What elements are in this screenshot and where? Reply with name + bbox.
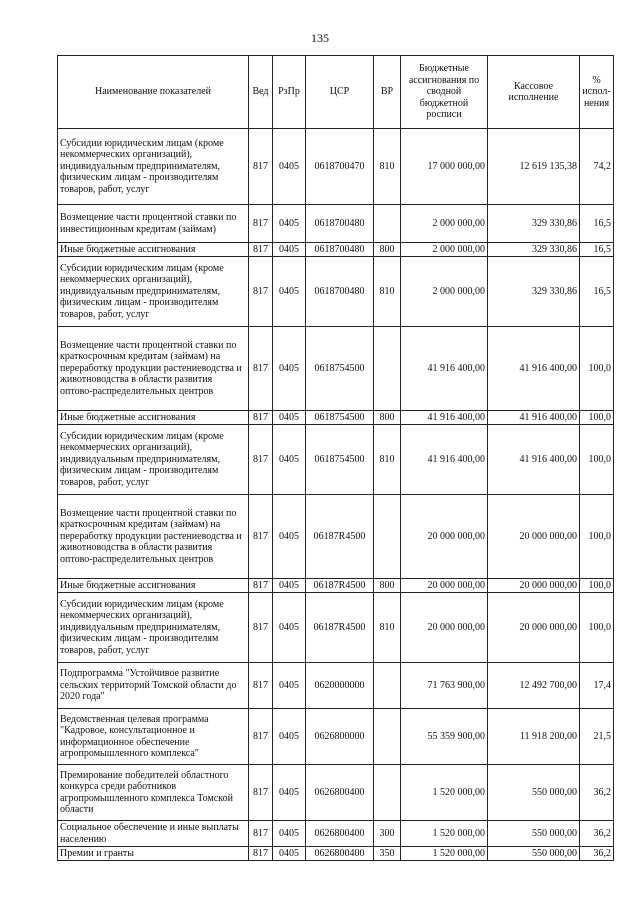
- table-row: [58, 847, 614, 861]
- cell-budget: 20 000 000,00: [401, 495, 488, 579]
- cell-budget: 2 000 000,00: [401, 243, 488, 257]
- cell-cash: 41 916 400,00: [488, 425, 580, 495]
- cell-ved: 817: [249, 579, 273, 593]
- cell-vr: 810: [374, 593, 401, 663]
- cell-csr: 0620000000: [306, 663, 374, 709]
- cell-pct: 36,2: [580, 821, 614, 847]
- cell-budget: 17 000 000,00: [401, 129, 488, 205]
- cell-pct: 16,5: [580, 243, 614, 257]
- table-row: [58, 821, 614, 847]
- cell-vr: 800: [374, 243, 401, 257]
- page-number: 135: [311, 31, 329, 45]
- cell-cash: 550 000,00: [488, 847, 580, 861]
- table-row: [58, 709, 614, 765]
- table-row: [58, 411, 614, 425]
- cell-ved: 817: [249, 257, 273, 327]
- cell-budget: 71 763 900,00: [401, 663, 488, 709]
- cell-rzpr: 0405: [273, 205, 306, 243]
- cell-name: Субсидии юридическим лицам (кроме некоммерческих организаций), индивидуальным предпринимателям, физическим лицам - производителям товаров, работ, услуг: [58, 593, 249, 663]
- cell-vr: 300: [374, 821, 401, 847]
- cell-cash: 550 000,00: [488, 765, 580, 821]
- cell-vr: 350: [374, 847, 401, 861]
- cell-rzpr: 0405: [273, 425, 306, 495]
- cell-pct: 16,5: [580, 205, 614, 243]
- cell-cash: 12 492 700,00: [488, 663, 580, 709]
- cell-vr: 810: [374, 257, 401, 327]
- cell-rzpr: 0405: [273, 847, 306, 861]
- cell-rzpr: 0405: [273, 709, 306, 765]
- cell-name: Субсидии юридическим лицам (кроме некоммерческих организаций), индивидуальным предпринимателям, физическим лицам - производителям товаров, работ, услуг: [58, 425, 249, 495]
- cell-rzpr: 0405: [273, 663, 306, 709]
- cell-name: Премии и гранты: [58, 847, 249, 861]
- table-row: [58, 765, 614, 821]
- cell-budget: 1 520 000,00: [401, 821, 488, 847]
- table-header: [58, 56, 614, 129]
- cell-budget: 55 359 900,00: [401, 709, 488, 765]
- cell-cash: 20 000 000,00: [488, 579, 580, 593]
- cell-cash: 12 619 135,38: [488, 129, 580, 205]
- cell-csr: 0618754500: [306, 411, 374, 425]
- cell-ved: 817: [249, 425, 273, 495]
- cell-ved: 817: [249, 709, 273, 765]
- cell-name: Возмещение части процентной ставки по краткосрочным кредитам (займам) на переработку продукции растениеводства и животноводства в области развития оптово-распределительных центров: [58, 495, 249, 579]
- header-budget: Бюджетные ассигнования по сводной бюджетной росписи: [401, 56, 488, 129]
- cell-pct: 21,5: [580, 709, 614, 765]
- cell-name: Субсидии юридическим лицам (кроме некоммерческих организаций), индивидуальным предпринимателям, физическим лицам - производителям товаров, работ, услуг: [58, 129, 249, 205]
- cell-csr: 06187R4500: [306, 495, 374, 579]
- cell-vr: 810: [374, 425, 401, 495]
- cell-pct: 100,0: [580, 411, 614, 425]
- table-row: [58, 243, 614, 257]
- cell-csr: 0626800400: [306, 821, 374, 847]
- header-pct: % исполнения: [580, 56, 614, 129]
- cell-rzpr: 0405: [273, 129, 306, 205]
- cell-csr: 0618700480: [306, 257, 374, 327]
- cell-name: Премирование победителей областного конкурса среди работников агропромышленного комплекса Томской области: [58, 765, 249, 821]
- cell-vr: [374, 709, 401, 765]
- cell-pct: 100,0: [580, 579, 614, 593]
- table-row: [58, 579, 614, 593]
- cell-pct: 36,2: [580, 765, 614, 821]
- cell-ved: 817: [249, 821, 273, 847]
- cell-ved: 817: [249, 411, 273, 425]
- cell-rzpr: 0405: [273, 765, 306, 821]
- cell-rzpr: 0405: [273, 243, 306, 257]
- cell-vr: [374, 327, 401, 411]
- cell-vr: 810: [374, 129, 401, 205]
- cell-cash: 550 000,00: [488, 821, 580, 847]
- header-vr: ВР: [374, 56, 401, 129]
- cell-ved: 817: [249, 243, 273, 257]
- cell-budget: 1 520 000,00: [401, 765, 488, 821]
- cell-rzpr: 0405: [273, 821, 306, 847]
- cell-name: Субсидии юридическим лицам (кроме некоммерческих организаций), индивидуальным предпринимателям, физическим лицам - производителям товаров, работ, услуг: [58, 257, 249, 327]
- table-row: [58, 129, 614, 205]
- table-row: [58, 327, 614, 411]
- table-body: [58, 129, 614, 861]
- cell-ved: 817: [249, 847, 273, 861]
- cell-csr: 0618700480: [306, 205, 374, 243]
- cell-ved: 817: [249, 205, 273, 243]
- cell-rzpr: 0405: [273, 593, 306, 663]
- cell-rzpr: 0405: [273, 327, 306, 411]
- cell-vr: 800: [374, 411, 401, 425]
- cell-rzpr: 0405: [273, 495, 306, 579]
- table-row: [58, 425, 614, 495]
- cell-budget: 41 916 400,00: [401, 411, 488, 425]
- cell-csr: 0626800000: [306, 709, 374, 765]
- cell-ved: 817: [249, 593, 273, 663]
- cell-budget: 41 916 400,00: [401, 327, 488, 411]
- cell-pct: 100,0: [580, 327, 614, 411]
- cell-budget: 20 000 000,00: [401, 579, 488, 593]
- cell-cash: 329 330,86: [488, 257, 580, 327]
- cell-cash: 41 916 400,00: [488, 411, 580, 425]
- cell-vr: [374, 663, 401, 709]
- cell-pct: 100,0: [580, 593, 614, 663]
- cell-pct: 36,2: [580, 847, 614, 861]
- cell-vr: [374, 205, 401, 243]
- cell-ved: 817: [249, 495, 273, 579]
- cell-csr: 06187R4500: [306, 593, 374, 663]
- cell-name: Возмещение части процентной ставки по инвестиционным кредитам (займам): [58, 205, 249, 243]
- cell-pct: 74,2: [580, 129, 614, 205]
- cell-pct: 16,5: [580, 257, 614, 327]
- cell-pct: 17,4: [580, 663, 614, 709]
- budget-execution-table: [57, 55, 614, 861]
- cell-ved: 817: [249, 765, 273, 821]
- cell-ved: 817: [249, 327, 273, 411]
- cell-budget: 20 000 000,00: [401, 593, 488, 663]
- cell-csr: 06187R4500: [306, 579, 374, 593]
- cell-ved: 817: [249, 129, 273, 205]
- cell-csr: 0626800400: [306, 765, 374, 821]
- cell-vr: [374, 495, 401, 579]
- cell-budget: 41 916 400,00: [401, 425, 488, 495]
- cell-budget: 2 000 000,00: [401, 205, 488, 243]
- cell-budget: 2 000 000,00: [401, 257, 488, 327]
- cell-rzpr: 0405: [273, 411, 306, 425]
- cell-cash: 20 000 000,00: [488, 593, 580, 663]
- cell-name: Иные бюджетные ассигнования: [58, 243, 249, 257]
- cell-name: Иные бюджетные ассигнования: [58, 411, 249, 425]
- cell-vr: [374, 765, 401, 821]
- cell-rzpr: 0405: [273, 257, 306, 327]
- table-row: [58, 495, 614, 579]
- cell-cash: 329 330,86: [488, 205, 580, 243]
- cell-pct: 100,0: [580, 495, 614, 579]
- cell-name: Возмещение части процентной ставки по краткосрочным кредитам (займам) на переработку продукции растениеводства и животноводства в области развития оптово-распределительных центров: [58, 327, 249, 411]
- cell-csr: 0626800400: [306, 847, 374, 861]
- cell-csr: 0618700470: [306, 129, 374, 205]
- cell-budget: 1 520 000,00: [401, 847, 488, 861]
- cell-ved: 817: [249, 663, 273, 709]
- cell-cash: 20 000 000,00: [488, 495, 580, 579]
- cell-csr: 0618700480: [306, 243, 374, 257]
- cell-vr: 800: [374, 579, 401, 593]
- cell-rzpr: 0405: [273, 579, 306, 593]
- cell-pct: 100,0: [580, 425, 614, 495]
- cell-name: Иные бюджетные ассигнования: [58, 579, 249, 593]
- header-rzpr: РзПр: [273, 56, 306, 129]
- cell-cash: 329 330,86: [488, 243, 580, 257]
- header-ved: Вед: [249, 56, 273, 129]
- table-row: [58, 593, 614, 663]
- cell-name: Ведомственная целевая программа "Кадровое, консультационное и информационное обеспечение агропромышленного комплекса": [58, 709, 249, 765]
- cell-name: Подпрограмма "Устойчивое развитие сельских территорий Томской области до 2020 года": [58, 663, 249, 709]
- table-row: [58, 663, 614, 709]
- cell-cash: 41 916 400,00: [488, 327, 580, 411]
- cell-cash: 11 918 200,00: [488, 709, 580, 765]
- cell-csr: 0618754500: [306, 327, 374, 411]
- header-name: Наименование показателей: [58, 56, 249, 129]
- table-row: [58, 257, 614, 327]
- cell-name: Социальное обеспечение и иные выплаты населению: [58, 821, 249, 847]
- cell-csr: 0618754500: [306, 425, 374, 495]
- table-row: [58, 205, 614, 243]
- header-cash: Кассовое исполнение: [488, 56, 580, 129]
- header-csr: ЦСР: [306, 56, 374, 129]
